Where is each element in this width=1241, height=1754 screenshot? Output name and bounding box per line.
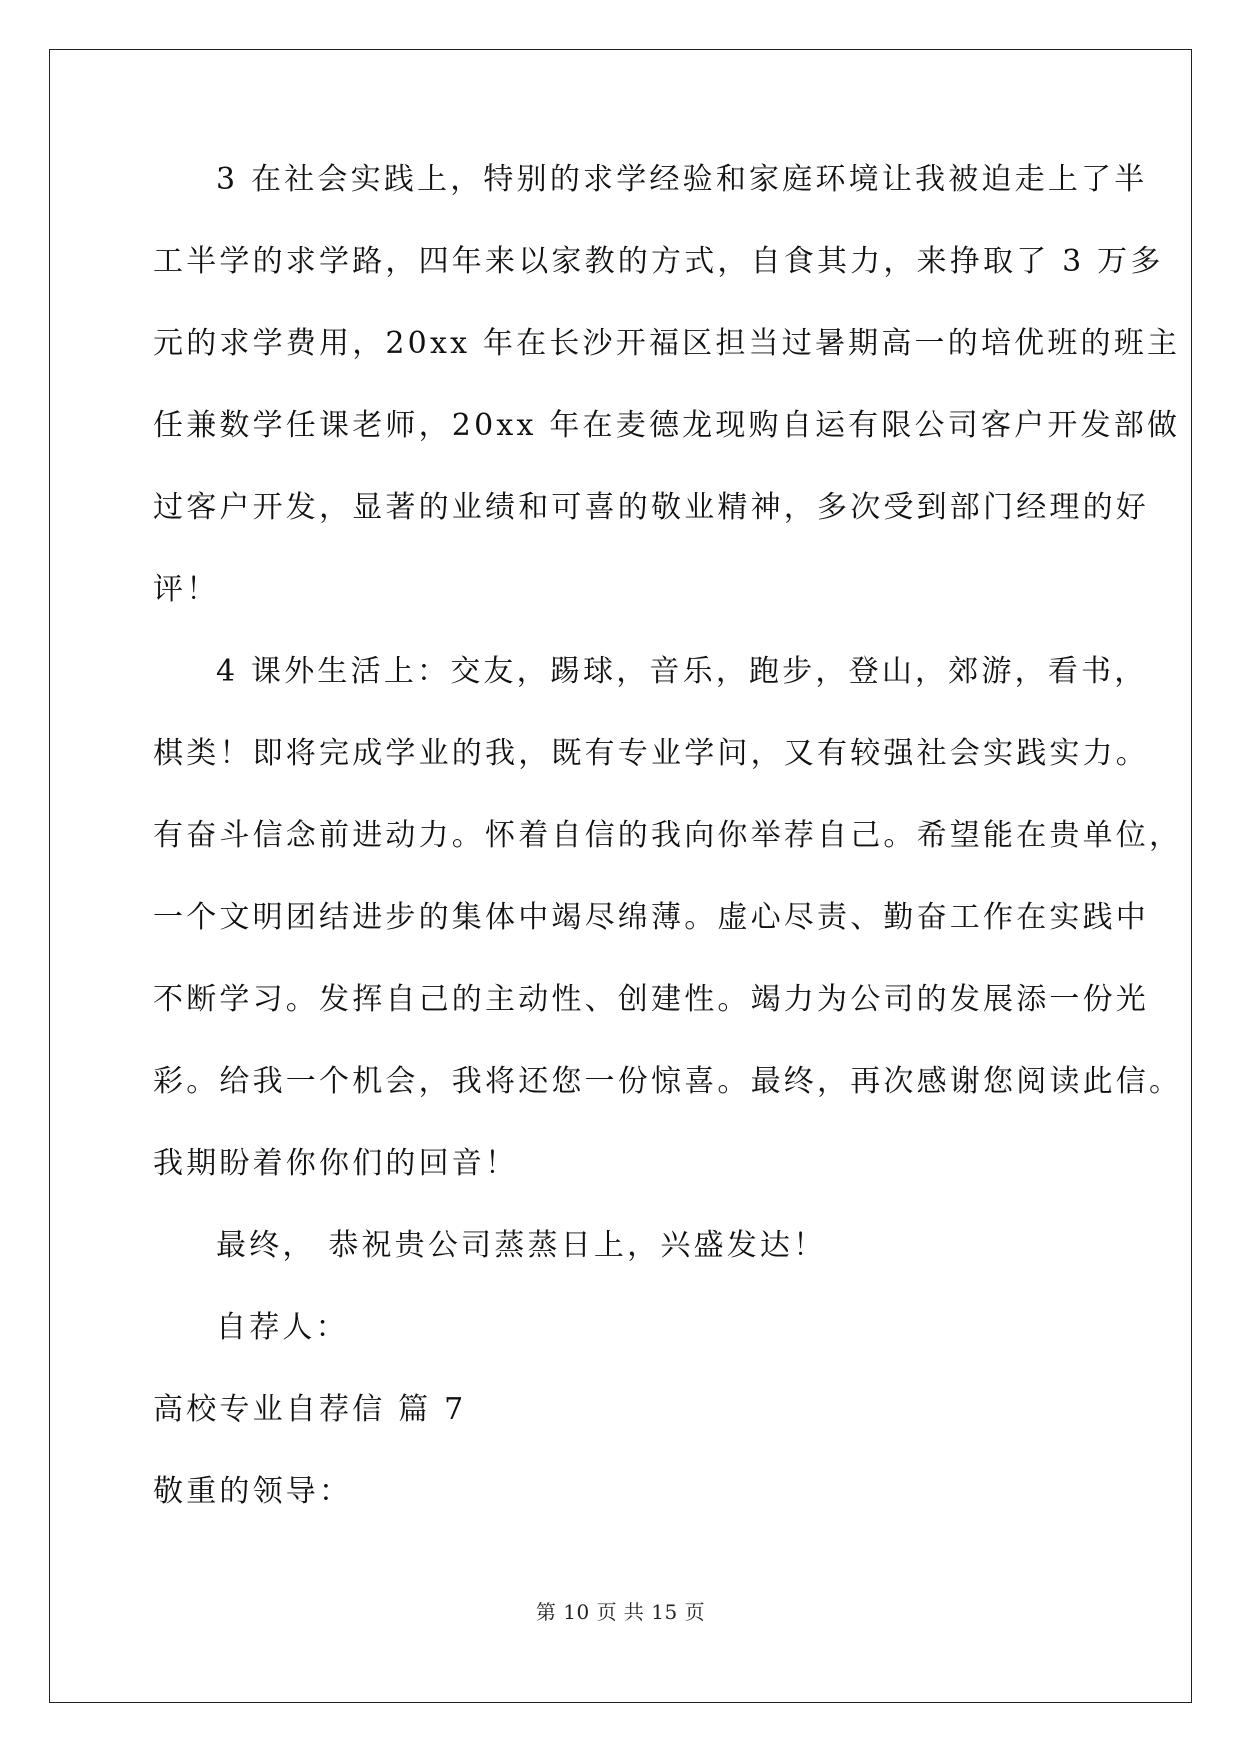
paragraph-4-line-3: 有奋斗信念前进动力。怀着自信的我向你举荐自己。希望能在贵单位， <box>153 818 1183 853</box>
paragraph-3-line-5: 过客户开发，显著的业绩和可喜的敬业精神，多次受到部门经理的好 <box>153 490 1149 525</box>
section-heading: 高校专业自荐信 篇 7 <box>153 1392 467 1427</box>
paragraph-4-line-2: 棋类！即将完成学业的我，既有专业学问，又有较强社会实践实力。 <box>153 736 1149 771</box>
paragraph-4-line-4: 一个文明团结进步的集体中竭尽绵薄。虚心尽责、勤奋工作在实践中 <box>153 900 1149 935</box>
paragraph-4-line-5: 不断学习。发挥自己的主动性、创建性。竭力为公司的发展添一份光 <box>153 982 1149 1017</box>
paragraph-3-line-3: 元的求学费用，20xx 年在长沙开福区担当过暑期高一的培优班的班主 <box>153 326 1181 361</box>
document-body <box>153 160 1183 1554</box>
paragraph-4-line-6: 彩。给我一个机会，我将还您一份惊喜。最终，再次感谢您阅读此信。 <box>153 1064 1183 1099</box>
paragraph-4-line-1: 4 课外生活上：交友，踢球，音乐，跑步，登山，郊游，看书， <box>216 654 1148 689</box>
page-number: 第 10 页 共 15 页 <box>535 1600 706 1624</box>
paragraph-3-line-2: 工半学的求学路，四年来以家教的方式，自食其力，来挣取了 3 万多 <box>153 244 1164 279</box>
closing-wishes: 最终， 恭祝贵公司蒸蒸日上，兴盛发达！ <box>216 1228 827 1263</box>
paragraph-3-line-1: 3 在社会实践上，特别的求学经验和家庭环境让我被迫走上了半 <box>216 162 1148 197</box>
signature-label: 自荐人： <box>216 1310 349 1345</box>
paragraph-4-line-7: 我期盼着你你们的回音！ <box>153 1146 519 1181</box>
paragraph-3-line-4: 任兼数学任课老师，20xx 年在麦德龙现购自运有限公司客户开发部做 <box>153 408 1181 443</box>
salutation: 敬重的领导： <box>153 1474 353 1509</box>
paragraph-3-line-6: 评！ <box>153 572 220 607</box>
